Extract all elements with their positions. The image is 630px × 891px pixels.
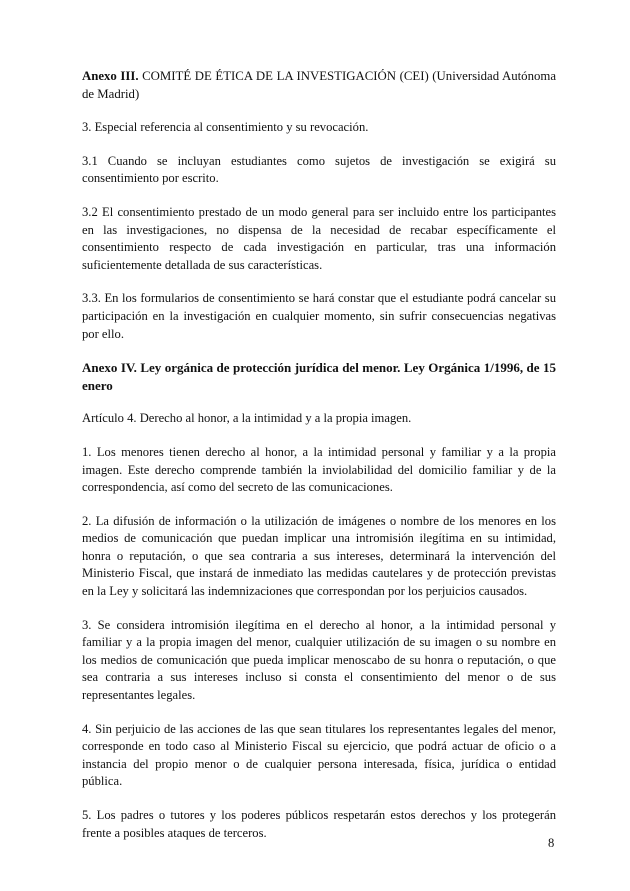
article-4-title: Artículo 4. Derecho al honor, a la intimidad y a la propia imagen. xyxy=(82,411,412,426)
article-4-item-1: 1. Los menores tienen derecho al honor, a la intimidad personal y familiar y a la propia imagen. Este derecho comprende también la inviolabilidad del domicilio familiar y de la correspondencia, así como del secreto de las comunicaciones. xyxy=(82,444,556,495)
annex-3-heading xyxy=(82,68,556,103)
annex-3-title: COMITÉ DE ÉTICA DE LA INVESTIGACIÓN (CEI) (Universidad Autónoma de Madrid) xyxy=(82,69,556,101)
section-3-2: 3.2 El consentimiento prestado de un modo general para ser incluido entre los participantes en las investigaciones, no dispensa de la necesidad de recabar específicamente el consentimiento respecto de cada investigación en particular, tras una información suficientemente detallada de sus características. xyxy=(82,204,556,272)
annex-3-label: Anexo III. xyxy=(82,69,139,83)
page-number: 8 xyxy=(548,836,555,850)
section-3-title: 3. Especial referencia al consentimiento y su revocación. xyxy=(82,120,369,135)
annex-4-heading: Anexo IV. Ley orgánica de protección jurídica del menor. Ley Orgánica 1/1996, de 15 enero xyxy=(82,360,556,393)
article-4-item-3: 3. Se considera intromisión ilegítima en el derecho al honor, a la intimidad personal y familiar y a la propia imagen del menor, cualquier utilización de su imagen o su nombre en los medios de comunicación que pueda implicar menoscabo de su honra o reputación, o que sea contraria a sus intereses incluso si consta el consentimiento del menor o de sus representantes legales. xyxy=(82,617,556,703)
article-4-item-5: 5. Los padres o tutores y los poderes públicos respetarán estos derechos y los protegerán frente a posibles ataques de terceros. xyxy=(82,808,556,840)
document-page xyxy=(82,68,556,858)
article-4-item-2: 2. La difusión de información o la utilización de imágenes o nombre de los menores en los medios de comunicación que puedan implicar una intromisión ilegítima en su intimidad, honra o reputación, o que sea contraria a sus intereses, determinará la intervención del Ministerio Fiscal, que instará de inmediato las medidas cautelares y de protección previstas en la Ley y solicitará las indemnizaciones que correspondan por los perjuicios causados. xyxy=(82,513,556,599)
article-4-item-4: 4. Sin perjuicio de las acciones de las que sean titulares los representantes legales del menor, corresponde en todo caso al Ministerio Fiscal su ejercicio, que podrá actuar de oficio o a instancia del propio menor o de cualquier persona interesada, física, jurídica o entidad pública. xyxy=(82,721,556,789)
section-3-1: 3.1 Cuando se incluyan estudiantes como sujetos de investigación se exigirá su consentimiento por escrito. xyxy=(82,153,556,186)
section-3-3: 3.3. En los formularios de consentimiento se hará constar que el estudiante podrá cancelar su participación en la investigación en cualquier momento, sin sufrir consecuencias negativas por ello. xyxy=(82,291,556,341)
